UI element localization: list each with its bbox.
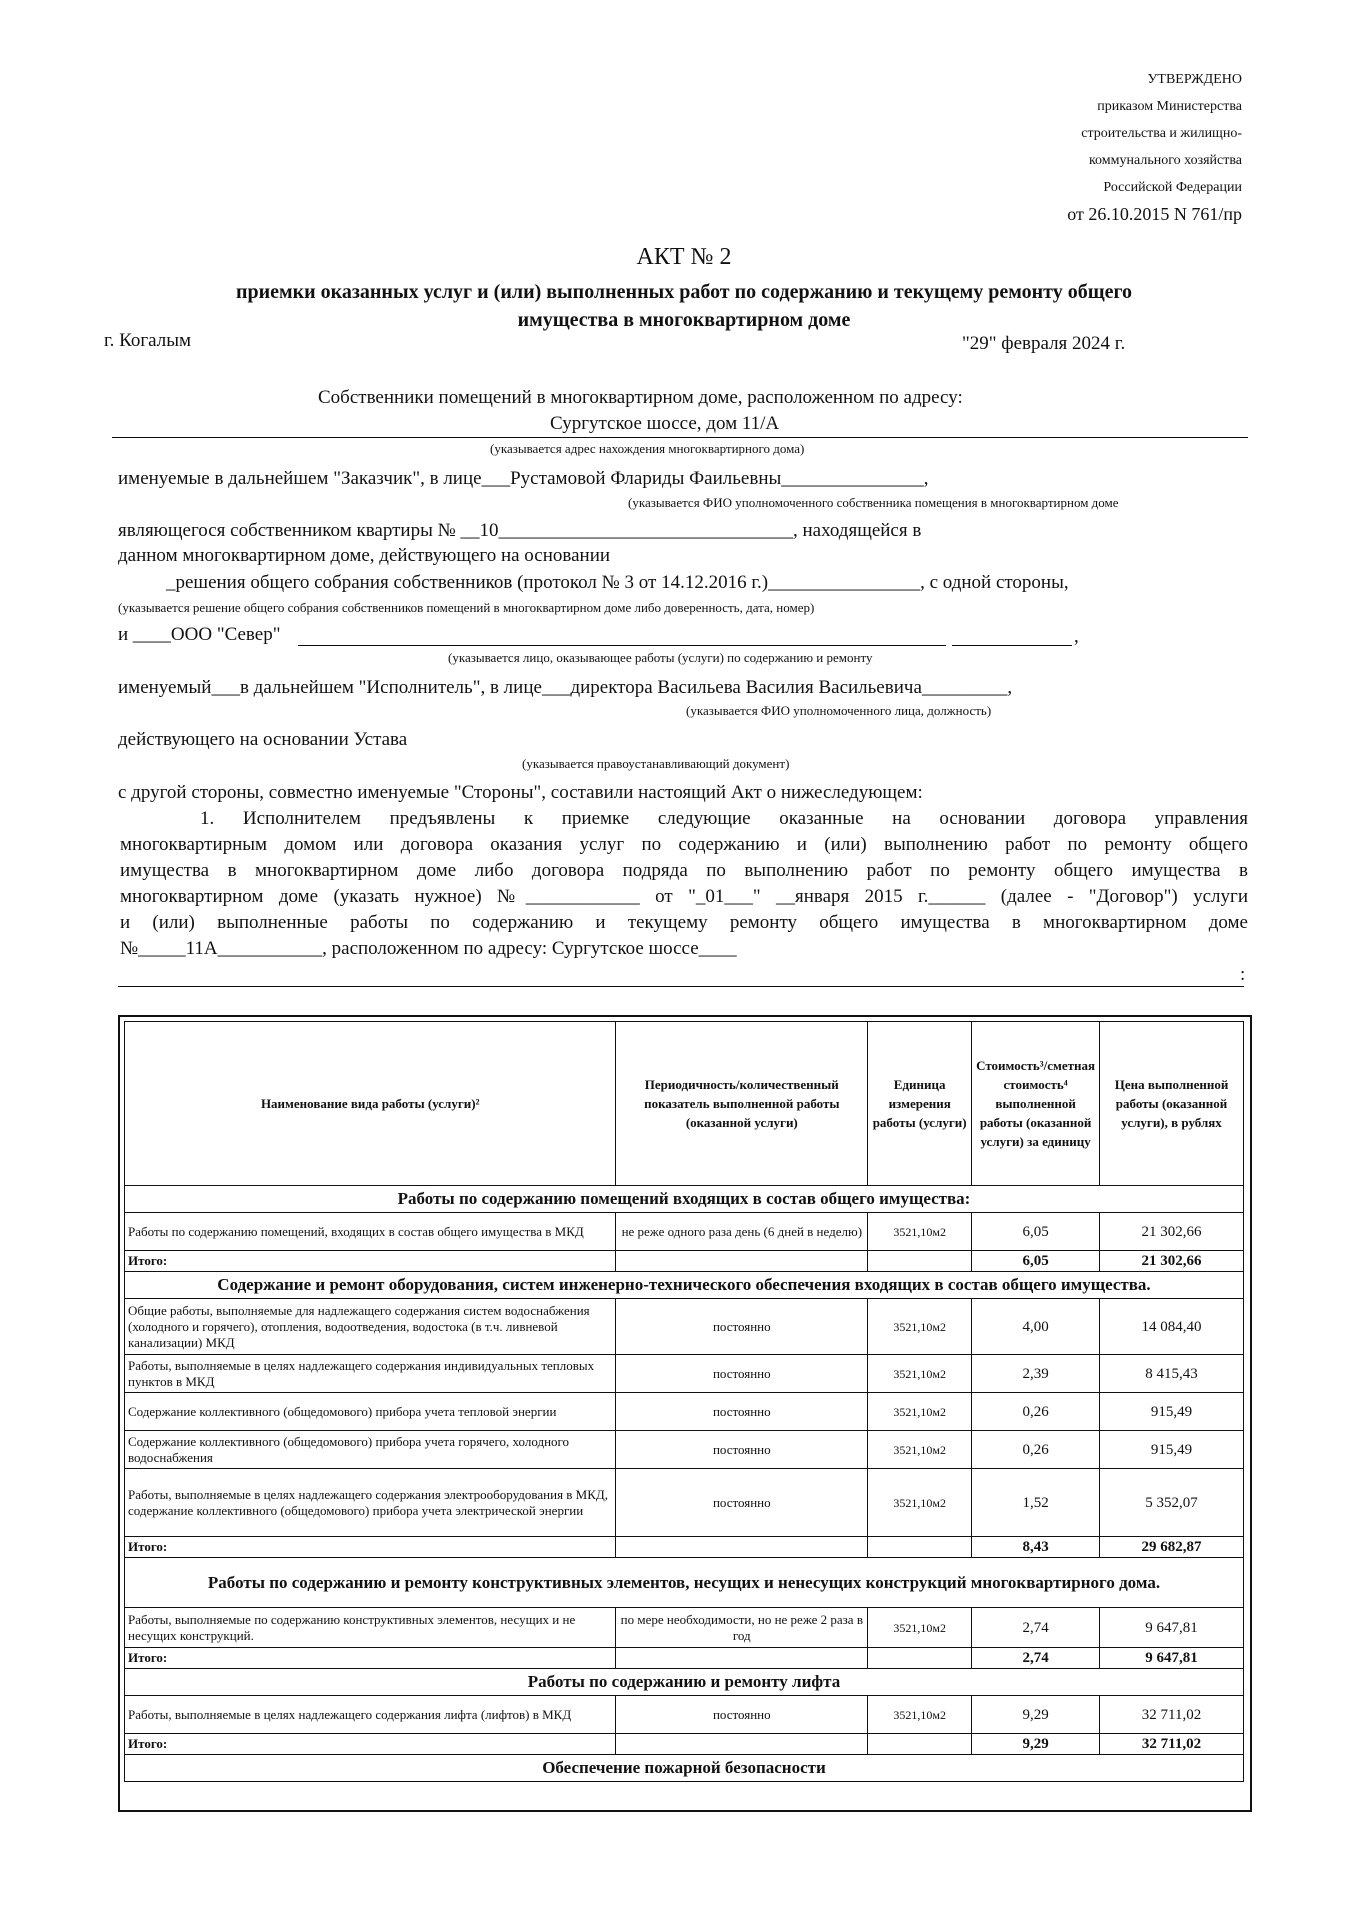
clause-underline bbox=[118, 986, 1244, 987]
approval-line: Российской Федерации bbox=[1103, 180, 1242, 195]
table-row bbox=[125, 1299, 1244, 1355]
act-subtitle-line: имущества в многоквартирном доме bbox=[517, 309, 851, 331]
other-side: с другой стороны, совместно именуемые "Стороны", составили настоящий Акт о нижеследующем: bbox=[118, 782, 923, 803]
executor-and: и bbox=[118, 624, 129, 645]
cell-unit: 3521,10м2 bbox=[868, 1355, 972, 1393]
cell-price: 915,49 bbox=[1100, 1431, 1244, 1469]
cell-period: постоянно bbox=[616, 1469, 868, 1537]
section-row bbox=[125, 1186, 1244, 1213]
cell-period: постоянно bbox=[616, 1431, 868, 1469]
executor-underline-2 bbox=[952, 645, 1072, 646]
cell-period: по мере необходимости, но не реже 2 раза в год bbox=[616, 1608, 868, 1648]
cell-price: 9 647,81 bbox=[1100, 1608, 1244, 1648]
customer-name: Рустамовой Флариды Фаильевны bbox=[510, 468, 782, 489]
apartment-line: являющегося собственником квартиры № __10_______________________________, находящейся в bbox=[118, 520, 922, 541]
cell-cost: 2,39 bbox=[972, 1355, 1100, 1393]
cell-name: Работы, выполняемые по содержанию конструктивных элементов, несущих и не несущих конструкций. bbox=[125, 1608, 616, 1648]
customer-basis: решения общего собрания собственников (протокол № 3 от 14.12.2016 г.) bbox=[175, 572, 769, 593]
table-row bbox=[125, 1431, 1244, 1469]
executor-basis-hint: (указывается правоустанавливающий документ) bbox=[522, 756, 790, 771]
cell-name: Работы, выполняемые в целях надлежащего содержания электрооборудования в МКД, содержание коллективного (общедомового) прибора учета электрической энергии bbox=[125, 1469, 616, 1537]
table-row bbox=[125, 1469, 1244, 1537]
cell-cost: 0,26 bbox=[972, 1393, 1100, 1431]
total-row bbox=[125, 1251, 1244, 1272]
cell-unit: 3521,10м2 bbox=[868, 1608, 972, 1648]
header-price: Цена выполненной работы (оказанной услуги), в рублях bbox=[1100, 1022, 1244, 1186]
header-name: Наименование вида работы (услуги)² bbox=[125, 1022, 616, 1186]
header-cost: Стоимость³/сметная стоимость⁴ выполненной работы (оказанной услуги) за единицу bbox=[972, 1022, 1100, 1186]
clause-line: 1. Исполнителем предъявлены к приемке следующие оказанные на основании договора управления bbox=[200, 808, 1248, 829]
section-row bbox=[125, 1558, 1244, 1608]
total-price: 9 647,81 bbox=[1100, 1648, 1244, 1669]
executor-basis: действующего на основании Устава bbox=[118, 729, 408, 750]
act-date: "29" февраля 2024 г. bbox=[962, 333, 1126, 354]
section-title: Обеспечение пожарной безопасности bbox=[125, 1755, 1244, 1782]
table-row bbox=[125, 1355, 1244, 1393]
executor-middle: в дальнейшем "Исполнитель", в лице bbox=[239, 677, 542, 698]
total-row bbox=[125, 1537, 1244, 1558]
cell-price: 32 711,02 bbox=[1100, 1696, 1244, 1734]
address-hint: (указывается адрес нахождения многоквартирного дома) bbox=[490, 441, 805, 456]
cell-name: Работы по содержанию помещений, входящих в состав общего имущества в МКД bbox=[125, 1213, 616, 1251]
customer-prefix: именуемые в дальнейшем "Заказчик", в лице bbox=[118, 468, 482, 489]
customer-hint: (указывается ФИО уполномоченного собственника помещения в многоквартирном доме bbox=[628, 495, 1119, 510]
section-title: Работы по содержанию помещений входящих в состав общего имущества: bbox=[125, 1186, 1244, 1213]
approval-line: приказом Министерства bbox=[1097, 99, 1242, 114]
approval-line: коммунального хозяйства bbox=[1088, 153, 1242, 168]
act-title: АКТ № 2 bbox=[636, 244, 732, 270]
executor-underline bbox=[298, 645, 946, 646]
cell-cost: 6,05 bbox=[972, 1213, 1100, 1251]
cell-name: Общие работы, выполняемые для надлежащего содержания систем водоснабжения (холодного и горячего), отопления, водоотведения, водостока (в т.ч. ливневой канализации) МКД bbox=[125, 1299, 616, 1355]
cell-unit: 3521,10м2 bbox=[868, 1213, 972, 1251]
total-label: Итого: bbox=[125, 1537, 616, 1558]
cell-unit: 3521,10м2 bbox=[868, 1469, 972, 1537]
act-subtitle-line: приемки оказанных услуг и (или) выполненных работ по содержанию и текущему ремонту общего bbox=[235, 281, 1133, 303]
clause-1 bbox=[120, 806, 1248, 962]
apartment-prefix: являющегося собственником квартиры № bbox=[118, 520, 456, 541]
total-row bbox=[125, 1734, 1244, 1755]
apartment-number: 10 bbox=[479, 520, 499, 541]
city: г. Когалым bbox=[104, 330, 192, 351]
customer-basis-suffix: , с одной стороны, bbox=[920, 572, 1069, 593]
table-row bbox=[125, 1696, 1244, 1734]
cell-name: Содержание коллективного (общедомового) прибора учета горячего, холодного водоснабжения bbox=[125, 1431, 616, 1469]
table-row bbox=[125, 1213, 1244, 1251]
executor-company: ООО "Север" bbox=[170, 624, 281, 645]
approval-order: от 26.10.2015 N 761/пр bbox=[1067, 204, 1242, 224]
total-row bbox=[125, 1648, 1244, 1669]
total-cost: 6,05 bbox=[972, 1251, 1100, 1272]
cell-price: 8 415,43 bbox=[1100, 1355, 1244, 1393]
clause-line: и (или) выполненные работы по содержанию и текущему ремонту общего имущества в многоквартирном доме bbox=[120, 912, 1248, 933]
clause-line: многоквартирном доме (указать нужное) №____________ от "_01___" __января 2015 г.______ (далее - "Договор") услуги bbox=[120, 886, 1248, 907]
executor-line: и ____ООО "Север" bbox=[118, 624, 281, 645]
executor-comma: , bbox=[1074, 626, 1079, 647]
cell-price: 5 352,07 bbox=[1100, 1469, 1244, 1537]
cell-cost: 1,52 bbox=[972, 1469, 1100, 1537]
cell-price: 14 084,40 bbox=[1100, 1299, 1244, 1355]
customer-basis-line: _решения общего собрания собственников (протокол № 3 от 14.12.2016 г.)________________, с одной стороны, bbox=[166, 572, 1069, 593]
address-underline bbox=[112, 437, 1248, 438]
section-row bbox=[125, 1755, 1244, 1782]
section-row bbox=[125, 1669, 1244, 1696]
table-row bbox=[125, 1393, 1244, 1431]
total-price: 29 682,87 bbox=[1100, 1537, 1244, 1558]
executor-person-line: именуемый___в дальнейшем "Исполнитель", в лице___директора Васильева Василия Васильевича_________, bbox=[118, 677, 1013, 698]
cell-unit: 3521,10м2 bbox=[868, 1393, 972, 1431]
cell-cost: 9,29 bbox=[972, 1696, 1100, 1734]
total-price: 32 711,02 bbox=[1100, 1734, 1244, 1755]
customer-line: именуемые в дальнейшем "Заказчик", в лице___Рустамовой Флариды Фаильевны_______________, bbox=[118, 468, 929, 489]
cell-cost: 0,26 bbox=[972, 1431, 1100, 1469]
approval-line: строительства и жилищно- bbox=[1081, 126, 1242, 141]
cell-unit: 3521,10м2 bbox=[868, 1299, 972, 1355]
approval-line: УТВЕРЖДЕНО bbox=[1147, 72, 1242, 87]
apartment-suffix: , находящейся в bbox=[792, 520, 922, 541]
executor-company-hint: (указывается лицо, оказывающее работы (услуги) по содержанию и ремонту bbox=[448, 650, 873, 665]
cell-period: постоянно bbox=[616, 1299, 868, 1355]
cell-period: постоянно bbox=[616, 1696, 868, 1734]
section-row bbox=[125, 1272, 1244, 1299]
cell-unit: 3521,10м2 bbox=[868, 1696, 972, 1734]
clause-line: многоквартирным домом или договора оказания услуг по содержанию и (или) выполнению работ по ремонту общего bbox=[120, 834, 1248, 855]
cell-name: Работы, выполняемые в целях надлежащего содержания лифта (лифтов) в МКД bbox=[125, 1696, 616, 1734]
header-period: Периодичность/количественный показатель выполненной работы (оказанной услуги) bbox=[616, 1022, 868, 1186]
section-title: Работы по содержанию и ремонту конструктивных элементов, несущих и ненесущих конструкций многоквартирного дома. bbox=[125, 1558, 1244, 1608]
total-cost: 8,43 bbox=[972, 1537, 1100, 1558]
executor-person-hint: (указывается ФИО уполномоченного лица, должность) bbox=[686, 703, 992, 718]
executor-person: директора Васильева Василия Васильевича bbox=[570, 677, 922, 698]
approval-block bbox=[950, 66, 1242, 228]
clause-colon: : bbox=[1240, 964, 1246, 985]
works-table-frame bbox=[118, 1015, 1252, 1812]
total-cost: 9,29 bbox=[972, 1734, 1100, 1755]
total-price: 21 302,66 bbox=[1100, 1251, 1244, 1272]
section-title: Содержание и ремонт оборудования, систем инженерно-технического обеспечения входящих в состав общего имущества. bbox=[125, 1272, 1244, 1299]
customer-line3: данном многоквартирном доме, действующего на основании bbox=[118, 545, 611, 566]
act-subtitle bbox=[0, 278, 1368, 334]
house-address: Сургутское шоссе, дом 11/А bbox=[550, 413, 780, 434]
cell-cost: 2,74 bbox=[972, 1608, 1100, 1648]
cell-period: не реже одного раза день (6 дней в неделю) bbox=[616, 1213, 868, 1251]
total-label: Итого: bbox=[125, 1648, 616, 1669]
cell-price: 21 302,66 bbox=[1100, 1213, 1244, 1251]
cell-period: постоянно bbox=[616, 1393, 868, 1431]
clause-line: имущества в многоквартирном доме либо договора подряда по выполнению работ по ремонту общего имущества в bbox=[120, 860, 1248, 881]
total-label: Итого: bbox=[125, 1251, 616, 1272]
works-table bbox=[124, 1021, 1244, 1782]
total-cost: 2,74 bbox=[972, 1648, 1100, 1669]
cell-unit: 3521,10м2 bbox=[868, 1431, 972, 1469]
owners-intro: Собственники помещений в многоквартирном доме, расположенном по адресу: bbox=[318, 387, 963, 408]
clause-line: №_____11А___________, расположенном по адресу: Сургутское шоссе____ bbox=[120, 938, 737, 959]
table-row bbox=[125, 1608, 1244, 1648]
cell-cost: 4,00 bbox=[972, 1299, 1100, 1355]
total-label: Итого: bbox=[125, 1734, 616, 1755]
section-title: Работы по содержанию и ремонту лифта bbox=[125, 1669, 1244, 1696]
table-header-row bbox=[125, 1022, 1244, 1186]
cell-price: 915,49 bbox=[1100, 1393, 1244, 1431]
header-unit: Единица измерения работы (услуги) bbox=[868, 1022, 972, 1186]
cell-name: Работы, выполняемые в целях надлежащего содержания индивидуальных тепловых пунктов в МКД bbox=[125, 1355, 616, 1393]
executor-prefix: именуемый bbox=[118, 677, 212, 698]
cell-name: Содержание коллективного (общедомового) прибора учета тепловой энергии bbox=[125, 1393, 616, 1431]
customer-basis-hint: (указывается решение общего собрания собственников помещений в многоквартирном доме либо доверенность, дата, номер) bbox=[118, 600, 815, 615]
cell-period: постоянно bbox=[616, 1355, 868, 1393]
